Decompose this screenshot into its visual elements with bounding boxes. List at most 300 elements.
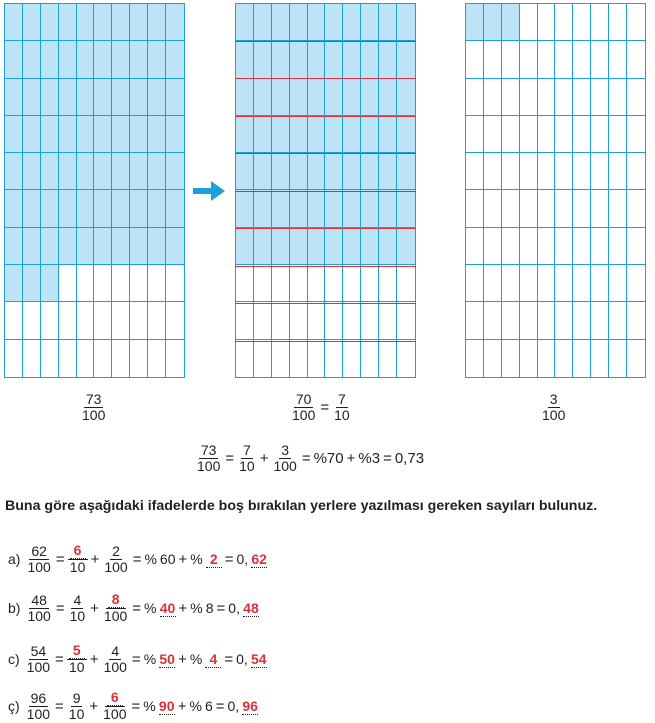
grid-cell: [325, 116, 343, 153]
grid-cell: [94, 153, 112, 190]
grid-cell: [272, 228, 290, 265]
grid-cell: [361, 116, 379, 153]
grid-cell: [343, 228, 361, 265]
grid-cell: [77, 79, 95, 116]
row-divider-line: [235, 228, 416, 229]
grid-cell: [609, 153, 627, 190]
grid-cell: [609, 79, 627, 116]
row-divider-line: [235, 78, 416, 79]
grid-cell: [59, 190, 77, 227]
grid-cell: [466, 153, 484, 190]
grid-cell: [148, 41, 166, 78]
grid-cell: [94, 79, 112, 116]
grid-cell: [77, 116, 95, 153]
grid-cell: [166, 190, 184, 227]
grid-cell: [555, 4, 573, 41]
grid-cell: [130, 228, 148, 265]
answer-blank: 50: [159, 650, 175, 667]
answer-blank: 8: [108, 592, 124, 608]
fraction: $\frac{8}{100}$: [103, 591, 128, 624]
grid-cell: [555, 41, 573, 78]
grid-cell: [502, 302, 520, 339]
grid-cell: [555, 340, 573, 377]
grid-cell: [112, 41, 130, 78]
grid-cell: [41, 4, 59, 41]
grid-cell: [502, 4, 520, 41]
row-divider-line: [235, 341, 416, 342]
arrow-right-icon: [193, 180, 227, 202]
grid-cell: [484, 302, 502, 339]
grid-cell: [290, 228, 308, 265]
grid-cell: [148, 302, 166, 339]
main-equation: $\frac{73}{100}$ = $\frac{7}{10}$ + $\frac{3}{100}$ = %70 + %3 = 0,73: [197, 442, 425, 474]
grid-cell: [236, 190, 254, 227]
grid-cell: [361, 265, 379, 302]
fraction: $\frac{4}{10}$: [69, 591, 86, 624]
grid-cell: [397, 153, 415, 190]
grid-cell: [573, 79, 591, 116]
grid-cell: [41, 340, 59, 377]
grid-cell: [538, 79, 556, 116]
grid-cell: [130, 340, 148, 377]
grid-cell: [573, 190, 591, 227]
grid-cell: [538, 153, 556, 190]
answer-blank: 48: [243, 599, 259, 616]
grid-cell: [130, 153, 148, 190]
grid-cell: [130, 41, 148, 78]
grid-cell: [627, 153, 645, 190]
grid-cell: [94, 302, 112, 339]
caption-73-100: [80, 392, 107, 423]
grid-cell: [23, 340, 41, 377]
exercise-row: a) $\frac{62}{100}$ = $\frac{6}{10}$ + $\frac{2}{100}$ = % 60 + % 2 = 0, 62: [8, 542, 267, 575]
grid-cell: [555, 302, 573, 339]
grid-cell: [290, 340, 308, 377]
grid-cell: [94, 190, 112, 227]
grid-cell: [555, 153, 573, 190]
grid-cell: [148, 190, 166, 227]
grid-cell: [166, 228, 184, 265]
grid-cell: [591, 228, 609, 265]
grid-cell: [379, 228, 397, 265]
grid-cell: [520, 190, 538, 227]
grid-cell: [41, 302, 59, 339]
grid-cell: [272, 190, 290, 227]
grid-cell: [520, 265, 538, 302]
grid-cell: [23, 4, 41, 41]
grid-cell: [343, 153, 361, 190]
grid-cell: [397, 265, 415, 302]
grid-cell: [148, 228, 166, 265]
grid-cell: [130, 190, 148, 227]
grid-cell: [609, 190, 627, 227]
grid-cell: [627, 79, 645, 116]
grid-cell: [484, 265, 502, 302]
grid-cell: [466, 41, 484, 78]
grid-cell: [466, 4, 484, 41]
grid-cell: [484, 190, 502, 227]
grid-cell: [361, 190, 379, 227]
row-divider-line: [235, 153, 416, 154]
grid-cell: [502, 265, 520, 302]
grid-cell: [290, 116, 308, 153]
grid-cell: [609, 265, 627, 302]
grid-cell: [555, 116, 573, 153]
grid-cell: [166, 4, 184, 41]
grid-cell: [609, 228, 627, 265]
grid-cell: [94, 4, 112, 41]
grid-cell: [484, 153, 502, 190]
grid-cell: [5, 265, 23, 302]
grid-cell: [112, 116, 130, 153]
grid-cell: [484, 340, 502, 377]
instruction-text: Buna göre aşağıdaki ifadelerde boş bırakılan yerlere yazılması gereken sayıları bulunuz.: [5, 498, 598, 514]
grid-cell: [94, 41, 112, 78]
grid-cell: [5, 340, 23, 377]
grid-cell: [236, 302, 254, 339]
grid-cell: [538, 190, 556, 227]
grid-cell: [609, 302, 627, 339]
grid-cell: [41, 41, 59, 78]
grid-cell: [573, 153, 591, 190]
fraction: $\frac{7}{10}$: [334, 391, 350, 423]
grid-cell: [591, 116, 609, 153]
answer-blank: 62: [251, 550, 267, 567]
exercise-row: b) $\frac{48}{100}$ = $\frac{4}{10}$ + $\frac{8}{100}$ = % 40 + % 8 = 0, 48: [8, 591, 259, 624]
grid-cell: [502, 116, 520, 153]
grid-cell: [308, 265, 326, 302]
grid-cell: [148, 4, 166, 41]
grid-cell: [41, 190, 59, 227]
grid-cell: [166, 41, 184, 78]
grid-cell: [379, 116, 397, 153]
grid-cell: [591, 190, 609, 227]
hundred-grid-73: [4, 3, 185, 378]
grid-cell: [148, 116, 166, 153]
grid-cell: [502, 153, 520, 190]
grid-cell: [23, 228, 41, 265]
answer-blank: 90: [158, 697, 175, 714]
grid-cell: [484, 116, 502, 153]
grid-cell: [520, 41, 538, 78]
grid-cell: [41, 228, 59, 265]
grid-cell: [397, 340, 415, 377]
grid-cell: [272, 153, 290, 190]
grid-cell: [538, 116, 556, 153]
grid-cell: [343, 4, 361, 41]
grid-cell: [94, 116, 112, 153]
grid-cell: [591, 4, 609, 41]
grid-cell: [166, 79, 184, 116]
grid-cell: [290, 190, 308, 227]
grid-cell: [627, 116, 645, 153]
exercise-label: a): [8, 551, 21, 567]
answer-blank: 6: [70, 543, 86, 559]
grid-cell: [130, 79, 148, 116]
grid-cell: [290, 79, 308, 116]
grid-cell: [236, 153, 254, 190]
grid-cell: [254, 79, 272, 116]
grid-cell: [555, 228, 573, 265]
grid-cell: [609, 340, 627, 377]
grid-cell: [361, 153, 379, 190]
grid-cell: [609, 4, 627, 41]
grid-cell: [77, 41, 95, 78]
grid-cell: [361, 41, 379, 78]
grid-cell: [502, 190, 520, 227]
fraction: $\frac{5}{10}$: [67, 643, 87, 675]
grid-cell: [166, 302, 184, 339]
grid-cell: [59, 4, 77, 41]
grid-cell: [166, 265, 184, 302]
grid-cell: [343, 116, 361, 153]
grid-cell: [520, 302, 538, 339]
grid-cell: [573, 228, 591, 265]
caption-70-100-equals-7-10: $\frac{70}{100}$ = $\frac{7}{10}$: [292, 391, 350, 423]
grid-cell: [343, 302, 361, 339]
grid-cell: [236, 4, 254, 41]
grid-cell: [361, 228, 379, 265]
grid-cell: [361, 79, 379, 116]
hundred-grid-3: [465, 3, 646, 378]
grid-cell: [591, 265, 609, 302]
grid-cell: [609, 41, 627, 78]
grid-cell: [627, 340, 645, 377]
grid-cell: [343, 190, 361, 227]
grid-cell: [94, 265, 112, 302]
fraction: $\frac{7}{10}$: [239, 442, 255, 474]
grid-cell: [627, 228, 645, 265]
grid-cell: [627, 190, 645, 227]
grid-cell: [538, 340, 556, 377]
grid-cell: [5, 4, 23, 41]
grid-cell: [41, 153, 59, 190]
grid-cell: [236, 228, 254, 265]
fraction: $\frac{9}{10}$: [68, 689, 85, 722]
grid-cell: [112, 4, 130, 41]
grid-cell: [343, 79, 361, 116]
grid-cell: [112, 79, 130, 116]
grid-cell: [325, 153, 343, 190]
grid-cell: [397, 190, 415, 227]
grid-cell: [290, 265, 308, 302]
grid-cell: [290, 41, 308, 78]
grid-cell: [325, 4, 343, 41]
grid-cell: [502, 228, 520, 265]
grid-cell: [272, 340, 290, 377]
grid-cell: [59, 153, 77, 190]
grid-cell: [308, 79, 326, 116]
grid-cell: [343, 340, 361, 377]
grid-cell: [112, 340, 130, 377]
grid-cell: [59, 116, 77, 153]
grid-cell: [5, 41, 23, 78]
fraction: $\frac{73}{100}$: [82, 391, 106, 423]
grid-cell: [5, 228, 23, 265]
grid-cell: [254, 265, 272, 302]
grid-cell: [59, 228, 77, 265]
grid-cell: [520, 79, 538, 116]
grid-cell: [520, 116, 538, 153]
grid-cell: [397, 79, 415, 116]
grid-cell: [59, 79, 77, 116]
grid-cell: [397, 116, 415, 153]
row-divider-line: [235, 116, 416, 117]
answer-blank: 96: [242, 697, 258, 714]
grid-cell: [379, 153, 397, 190]
grid-cell: [466, 79, 484, 116]
grid-cell: [236, 340, 254, 377]
answer-blank: 40: [159, 599, 176, 616]
grid-cell: [609, 116, 627, 153]
grid-cell: [361, 302, 379, 339]
grid-cell: [591, 153, 609, 190]
grid-cell: [77, 340, 95, 377]
grid-cell: [77, 228, 95, 265]
grid-cell: [627, 41, 645, 78]
grid-cell: [538, 302, 556, 339]
grid-cell: [308, 4, 326, 41]
grid-cell: [41, 265, 59, 302]
grid-cell: [236, 79, 254, 116]
fraction: $\frac{6}{100}$: [103, 689, 127, 722]
grid-cell: [236, 41, 254, 78]
grid-cell: [379, 302, 397, 339]
grid-cell: [41, 79, 59, 116]
row-divider-line: [235, 41, 416, 42]
grid-cell: [325, 340, 343, 377]
grid-cell: [466, 116, 484, 153]
grid-cell: [502, 41, 520, 78]
exercise-label: c): [8, 651, 20, 667]
grid-cell: [77, 153, 95, 190]
grid-cell: [130, 116, 148, 153]
row-divider-line: [235, 266, 416, 267]
grid-cell: [573, 340, 591, 377]
grid-cell: [379, 41, 397, 78]
fraction: $\frac{62}{100}$: [27, 542, 51, 575]
grid-cell: [538, 265, 556, 302]
grid-cell: [77, 302, 95, 339]
grid-cell: [77, 4, 95, 41]
grid-cell: [112, 190, 130, 227]
grid-cell: [627, 265, 645, 302]
grid-cell: [379, 340, 397, 377]
grid-cell: [555, 190, 573, 227]
grid-cell: [555, 265, 573, 302]
fraction: $\frac{96}{100}$: [26, 689, 51, 722]
grid-cell: [254, 190, 272, 227]
grid-cell: [236, 116, 254, 153]
fraction: $\frac{2}{100}$: [104, 542, 128, 575]
grid-cell: [41, 116, 59, 153]
grid-cell: [272, 4, 290, 41]
grid-cell: [5, 116, 23, 153]
grid-cell: [555, 79, 573, 116]
grid-cell: [166, 340, 184, 377]
grid-cell: [272, 302, 290, 339]
grid-cell: [325, 302, 343, 339]
grid-cell: [5, 79, 23, 116]
grid-cell: [466, 302, 484, 339]
grid-cell: [130, 302, 148, 339]
grid-cell: [254, 340, 272, 377]
grid-cell: [379, 79, 397, 116]
grid-cell: [148, 153, 166, 190]
grid-cell: [627, 302, 645, 339]
grid-cell: [254, 4, 272, 41]
grid-cell: [23, 116, 41, 153]
caption-3-100: [540, 392, 567, 423]
grid-cell: [379, 190, 397, 227]
grid-cell: [272, 116, 290, 153]
answer-blank: 6: [107, 690, 123, 706]
grid-cell: [272, 79, 290, 116]
grid-cell: [254, 153, 272, 190]
grid-cell: [130, 265, 148, 302]
grid-cell: [166, 153, 184, 190]
grid-cell: [397, 41, 415, 78]
grid-cell: [77, 190, 95, 227]
grid-cell: [112, 302, 130, 339]
exercise-label: ç): [8, 698, 20, 714]
answer-blank: 2: [206, 551, 222, 568]
grid-cell: [591, 340, 609, 377]
grid-cell: [130, 4, 148, 41]
grid-cell: [573, 302, 591, 339]
grid-cell: [308, 116, 326, 153]
grid-cell: [308, 41, 326, 78]
grid-cell: [325, 190, 343, 227]
grid-cell: [23, 265, 41, 302]
grid-cell: [112, 153, 130, 190]
grid-cell: [397, 228, 415, 265]
fraction: $\frac{3}{100}$: [542, 391, 566, 423]
exercise-label: b): [8, 600, 21, 616]
grid-cell: [538, 228, 556, 265]
grid-cell: [23, 190, 41, 227]
grid-cell: [379, 4, 397, 41]
grid-cell: [325, 41, 343, 78]
fraction: $\frac{6}{10}$: [68, 543, 88, 575]
grid-cell: [290, 153, 308, 190]
grid-cell: [520, 228, 538, 265]
grid-cell: [94, 228, 112, 265]
grid-cell: [308, 228, 326, 265]
grid-cell: [484, 41, 502, 78]
grid-cell: [23, 79, 41, 116]
fraction: $\frac{48}{100}$: [27, 591, 51, 624]
grid-cell: [5, 302, 23, 339]
grid-cell: [538, 41, 556, 78]
grid-cell: [166, 116, 184, 153]
grid-cell: [5, 153, 23, 190]
grid-cell: [379, 265, 397, 302]
grid-cell: [466, 265, 484, 302]
grid-cell: [290, 302, 308, 339]
grid-cell: [254, 116, 272, 153]
grid-cell: [466, 340, 484, 377]
grid-cell: [573, 41, 591, 78]
grid-cell: [520, 153, 538, 190]
grid-cell: [112, 228, 130, 265]
grid-cell: [59, 340, 77, 377]
grid-cell: [520, 340, 538, 377]
grid-cell: [361, 4, 379, 41]
grid-cell: [466, 190, 484, 227]
grid-cell: [59, 41, 77, 78]
answer-blank: 4: [205, 651, 221, 668]
